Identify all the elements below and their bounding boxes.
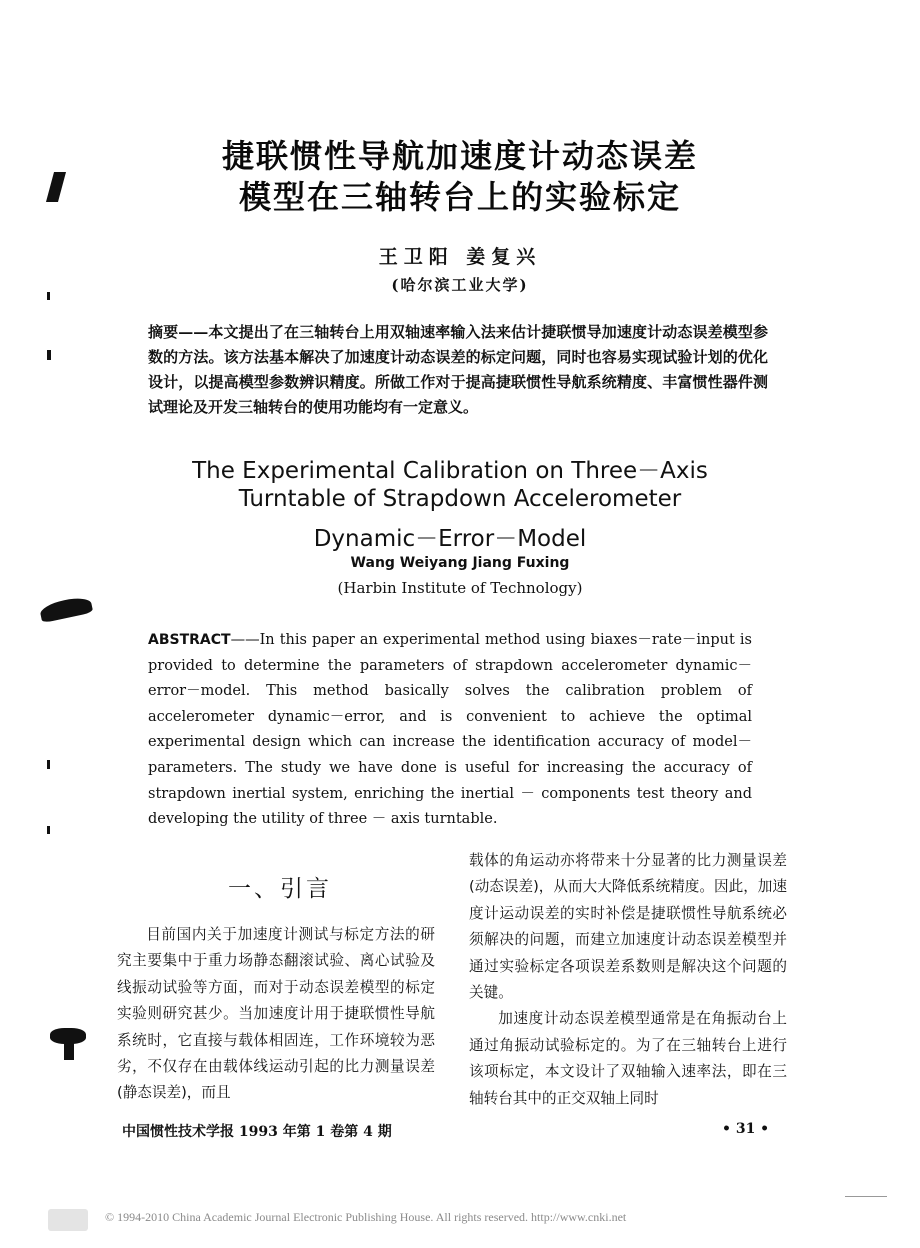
english-affiliation: (Harbin Institute of Technology) — [337, 579, 583, 597]
scan-mark — [47, 760, 50, 769]
english-abstract — [148, 628, 752, 833]
scan-mark — [47, 350, 51, 360]
scan-mark — [47, 292, 50, 300]
scan-mark — [47, 826, 50, 834]
english-abstract-label: ABSTRACT — [148, 632, 231, 648]
body-left-column — [117, 922, 435, 1107]
chinese-affiliation: (哈尔滨工业大学) — [391, 276, 529, 294]
body-paragraph: 载体的角运动亦将带来十分显著的比力测量误差(动态误差)，从而大大降低系统精度。因此，加速度计运动误差的实时补偿是捷联惯性导航系统必须解决的问题，而建立加速度计动态误差模型并通过实验标定各项误差系数则是解决这个问题的关键。 — [469, 852, 787, 1002]
chinese-title-line-1: 捷联惯性导航加速度计动态误差 — [221, 137, 698, 175]
chinese-abstract-label: 摘要 — [148, 323, 179, 341]
body-paragraph: 加速度计动态误差模型通常是在角振动台上通过角振动试验标定的。为了在三轴转台上进行该项标定，本文设计了双轴输入速率法，即在三轴转台其中的正交双轴上同时 — [469, 1010, 787, 1107]
scan-mark — [39, 595, 94, 623]
english-title-line-3: Dynamic－Error－Model — [313, 526, 587, 552]
body-right-column — [469, 848, 787, 1112]
footer-rule — [845, 1196, 887, 1197]
page-number: • 31 • — [722, 1121, 770, 1137]
copyright-bar — [0, 1207, 920, 1235]
scan-mark — [64, 1040, 74, 1060]
chinese-abstract — [148, 320, 768, 420]
english-abstract-text: ——In this paper an experimental method using biaxes－rate－input is provided to determine the parameters of strapdown accelerometer dynamic－error－model. This method basically solves the calibration problem of accelerometer dynamic－error, and is convenient to achieve the optimal experimental design which can increase the identification accuracy of model－parameters. The study we have done is useful for increasing the accuracy of strapdown inertial system, enriching the inertial － components test theory and developing the utility of three － axis turntable. — [148, 632, 752, 828]
chinese-authors: 王卫阳 姜复兴 — [378, 246, 542, 268]
english-title-line-1: The Experimental Calibration on Three－Axis — [192, 458, 708, 484]
body-paragraph: 目前国内关于加速度计测试与标定方法的研究主要集中于重力场静态翻滚试验、离心试验及线振动试验等方面，而对于动态误差模型的标定实验则研究甚少。当加速度计用于捷联惯性导航系统时，它直接与载体相固连，工作环境较为恶劣，不仅存在由载体线运动引起的比力测量误差(静态误差)，而且 — [117, 926, 435, 1102]
copyright-text: © 1994-2010 China Academic Journal Electronic Publishing House. All rights reserved. http://www.cnki.net — [105, 1210, 627, 1224]
chinese-abstract-text: ——本文提出了在三轴转台上用双轴速率输入法来估计捷联惯导加速度计动态误差模型参数的方法。该方法基本解决了加速度计动态误差的标定问题，同时也容易实现试验计划的优化设计，以提高模型参数辨识精度。所做工作对于提高捷联惯性导航系统精度、丰富惯性器件测试理论及开发三轴转台的使用功能均有一定意义。 — [148, 323, 768, 416]
chinese-title-line-2: 模型在三轴转台上的实验标定 — [238, 178, 681, 216]
section-heading: 一、引言 — [228, 876, 332, 902]
journal-footer: 中国惯性技术学报 1993 年第 1 卷第 4 期 — [122, 1124, 392, 1140]
english-title-line-2: Turntable of Strapdown Accelerometer — [238, 486, 682, 512]
english-authors: Wang Weiyang Jiang Fuxing — [350, 555, 570, 571]
cnki-logo-icon — [48, 1209, 88, 1231]
